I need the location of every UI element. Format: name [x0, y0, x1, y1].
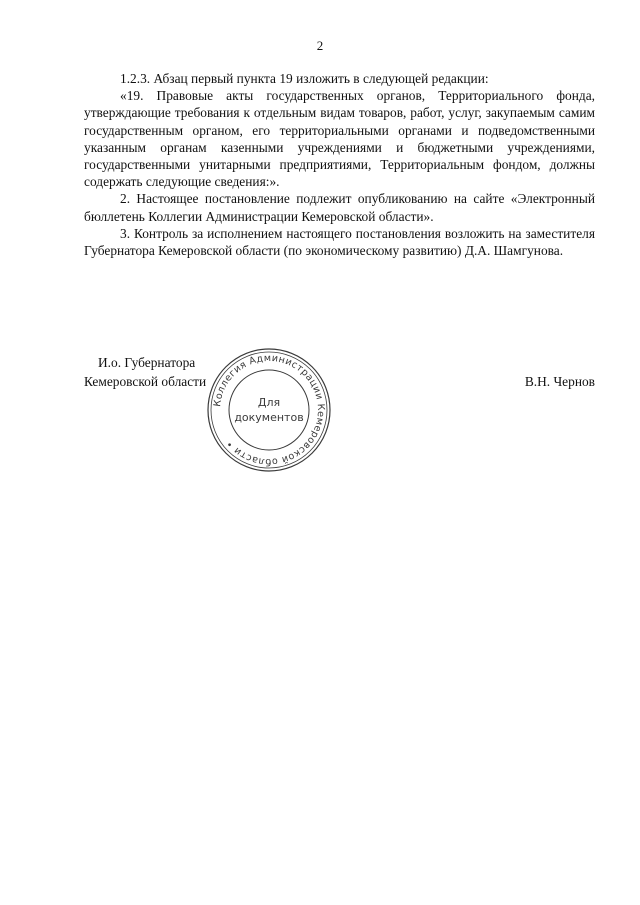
paragraph-control: 3. Контроль за исполнением настоящего постановления возложить на заместителя Губернатора Кемеровской области (по экономическому развитию) Д.А. Шамгунова. — [84, 225, 595, 259]
paragraph-amendment-intro: 1.2.3. Абзац первый пункта 19 изложить в следующей редакции: — [120, 71, 489, 86]
signatory-name: В.Н. Чернов — [524, 374, 595, 389]
document-body — [84, 70, 595, 259]
seal-center-line1: Для — [257, 396, 281, 409]
signatory-title-line2: Кемеровской области — [84, 374, 207, 389]
paragraph-point-19-text: «19. Правовые акты государственных органов, Территориального фонда, утверждающие требования к отдельным видам товаров, работ, услуг, закупаемым самим государственным органом, его территориальными органами и подведомственными указанным органам казенными учреждениями и бюджетными учреждениями, государственными унитарными предприятиями, Территориальным фондом, должны содержать следующие сведения:». — [84, 88, 595, 190]
paragraph-publication: 2. Настоящее постановление подлежит опубликованию на сайте «Электронный бюллетень Коллегии Администрации Кемеровской области». — [84, 191, 595, 224]
signatory-title-line1: И.о. Губернатора — [98, 355, 196, 370]
svg-text:Коллегия Администрации Кемеров: Коллегия Администрации Кемеровской области • — [212, 352, 327, 468]
seal-center-line2: документов — [234, 411, 304, 424]
official-seal-stamp — [205, 346, 333, 474]
page-number: 2 — [316, 38, 324, 53]
